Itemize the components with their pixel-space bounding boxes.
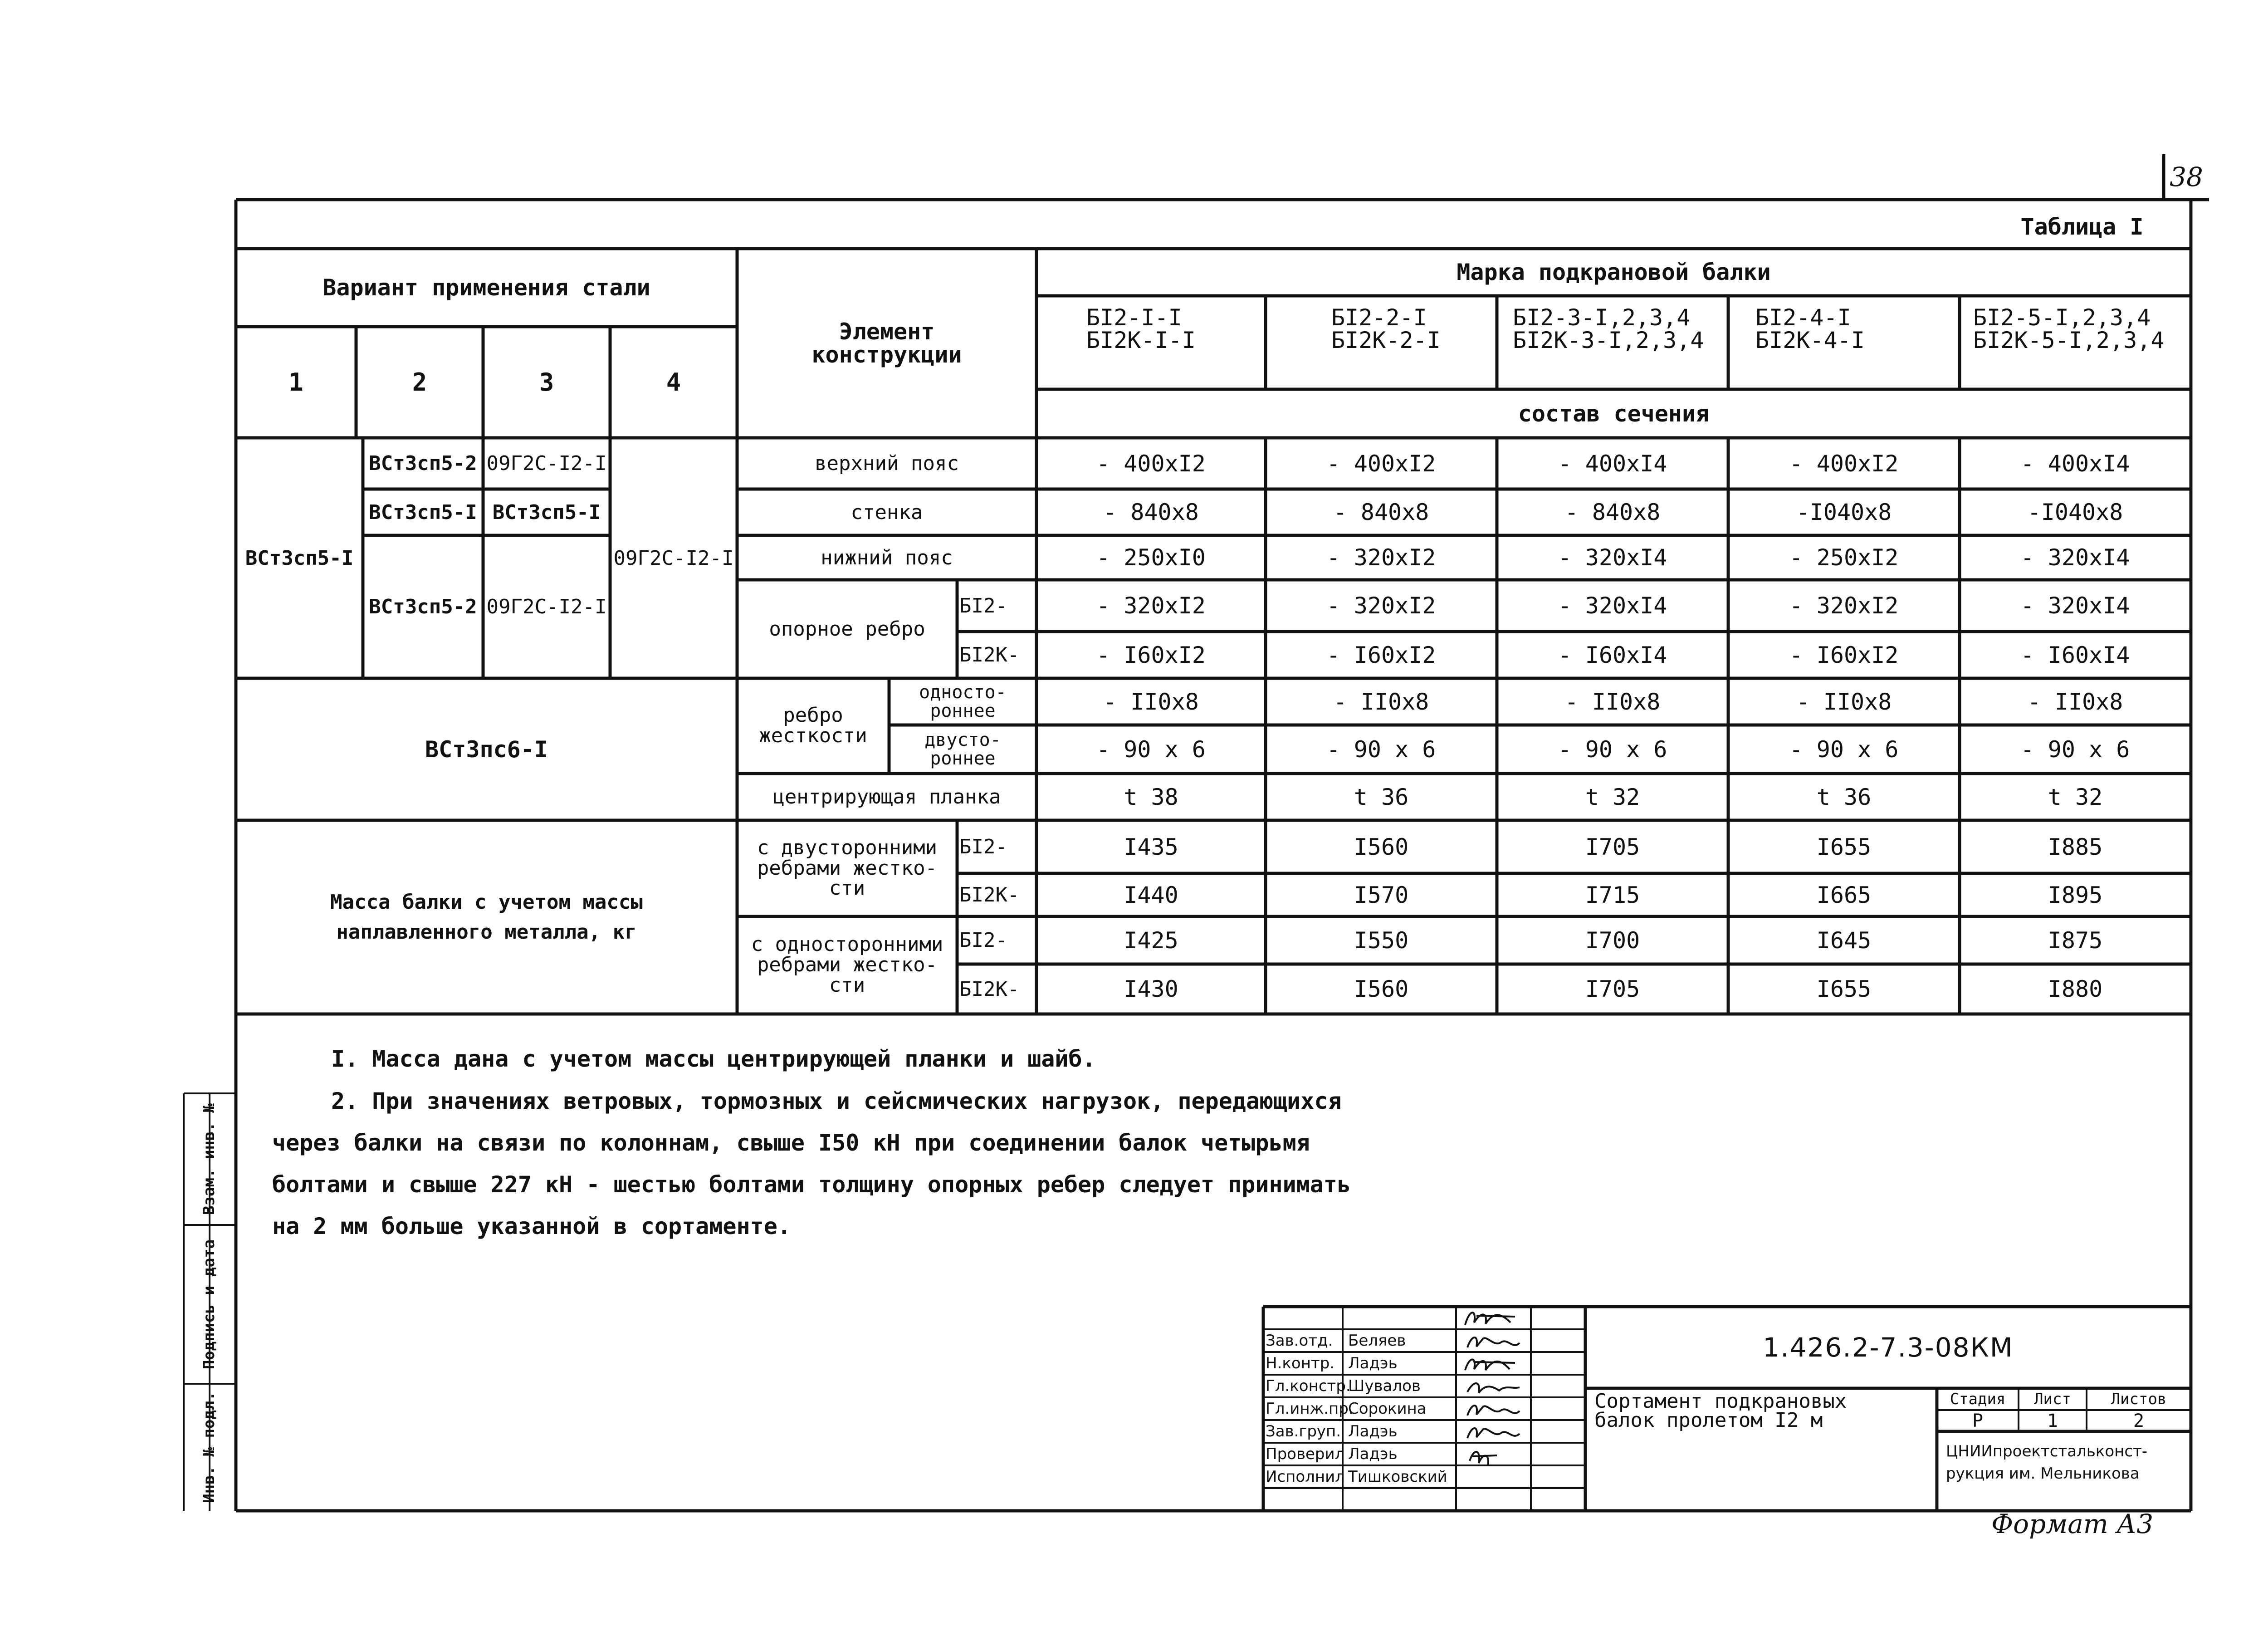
cell-mass-one-b12-4: I645 (1816, 927, 1872, 954)
cell-mass-one-b12k-5: I880 (2048, 976, 2103, 1002)
note-2-line-4: на 2 мм больше указанной в сортаменте. (272, 1213, 791, 1239)
cell-top-flange-1: - 400хI2 (1096, 450, 1206, 477)
cell-support-b12-3: - 320хI4 (1558, 593, 1667, 619)
cell-center-plate-2: t 36 (1354, 784, 1409, 810)
label-web: стенка (850, 500, 923, 524)
staff-name-1: Беляев (1348, 1332, 1406, 1350)
cell-center-plate-1: t 38 (1124, 784, 1178, 810)
cell-mass-two-b12-2: I560 (1354, 833, 1409, 860)
variant-number-4: 4 (666, 368, 681, 397)
note-1: I. Масса дана с учетом массы центрирующей планки и шайб. (331, 1046, 1096, 1072)
cell-support-b12k-5: - I60хI4 (2020, 642, 2130, 668)
variant-header: Вариант применения стали (323, 274, 650, 301)
cell-top-flange-4: - 400хI2 (1789, 450, 1899, 477)
mass-label: Масса балки с учетом массы наплавленного металла, кг (330, 890, 643, 944)
cell-top-flange-5: - 400хI4 (2020, 450, 2130, 477)
table-label: Таблица I (2020, 214, 2144, 240)
marka-header: Марка подкрановой балки (1457, 259, 1771, 285)
cell-web-5: -I040х8 (2027, 499, 2123, 525)
mark-col-5: БI2-5-I,2,3,4 БI2К-5-I,2,3,4 (1973, 304, 2165, 353)
staff-name-5: Ладэь (1348, 1422, 1398, 1440)
staff-role-2: Н.контр. (1266, 1354, 1335, 1372)
label-mass-two: с двусторонними ребрами жестко- сти (757, 836, 938, 900)
signatures (1456, 1307, 1531, 1511)
label-support-b12: БI2- (959, 594, 1007, 617)
label-mass-two-b12k: БI2К- (959, 883, 1020, 906)
rib-steel: ВСт3пс6-I (425, 736, 548, 763)
section-header: состав сечения (1518, 400, 1710, 427)
label-two-side: двусто- роннее (924, 729, 1001, 769)
staff-role-5: Зав.груп. (1266, 1422, 1341, 1440)
cell-mass-two-b12k-5: I895 (2048, 882, 2103, 908)
page-number: 38 (2170, 162, 2203, 192)
staff-role-1: Зав.отд. (1266, 1332, 1333, 1350)
mark-col-2: БI2-2-I БI2К-2-I (1331, 304, 1441, 353)
staff-role-6: Проверил (1266, 1445, 1345, 1463)
cell-mass-two-b12-4: I655 (1816, 833, 1872, 860)
steel-variant-2a: ВСт3сп5-2 (369, 452, 477, 475)
cell-web-2: - 840х8 (1333, 499, 1429, 525)
cell-support-b12k-3: - I60хI4 (1558, 642, 1667, 668)
cell-web-3: - 840х8 (1564, 499, 1661, 525)
steel-variant-2b: ВСт3сп5-I (369, 500, 477, 524)
staff-role-3: Гл.констр. (1266, 1377, 1351, 1395)
sheets-value: 2 (2133, 1410, 2145, 1431)
variant-number-2: 2 (412, 368, 427, 397)
cell-mass-two-b12k-2: I570 (1354, 882, 1409, 908)
cell-center-plate-4: t 36 (1816, 784, 1872, 810)
cell-center-plate-3: t 32 (1585, 784, 1640, 810)
steel-variant-3b: ВСт3сп5-I (492, 500, 601, 524)
cell-mass-two-b12k-4: I665 (1816, 882, 1872, 908)
format-label: Формат А3 (1991, 1509, 2154, 1539)
cell-rib-one-4: - II0х8 (1796, 688, 1892, 715)
cell-bottom-flange-4: - 250хI2 (1789, 544, 1899, 571)
steel-variant-1: ВСт3сп5-I (245, 546, 354, 570)
steel-variant-4: 09Г2С-I2-I (613, 546, 734, 570)
cell-rib-one-3: - II0х8 (1564, 688, 1661, 715)
cell-mass-one-b12-5: I875 (2048, 927, 2103, 954)
mark-col-3: БI2-3-I,2,3,4 БI2К-3-I,2,3,4 (1513, 304, 1704, 353)
cell-support-b12-1: - 320хI2 (1096, 593, 1206, 619)
note-2-line-2: через балки на связи по колоннам, свыше I50 кН при соединении балок четырьмя (272, 1130, 1310, 1156)
stamp-signature-date: Подпись и дата (200, 1239, 218, 1370)
cell-mass-one-b12k-2: I560 (1354, 976, 1409, 1002)
cell-mass-two-b12-1: I435 (1124, 833, 1178, 860)
mark-col-4: БI2-4-I БI2К-4-I (1755, 304, 1865, 353)
label-stiff-rib: ребро жесткости (759, 704, 867, 747)
cell-rib-two-1: - 90 х 6 (1096, 736, 1206, 763)
cell-mass-one-b12k-3: I705 (1585, 976, 1640, 1002)
label-mass-one-b12: БI2- (959, 929, 1007, 952)
cell-rib-two-3: - 90 х 6 (1558, 736, 1667, 763)
cell-support-b12-2: - 320хI2 (1326, 593, 1436, 619)
cell-bottom-flange-5: - 320хI4 (2020, 544, 2130, 571)
cell-top-flange-3: - 400хI4 (1558, 450, 1667, 477)
cell-rib-one-2: - II0х8 (1333, 688, 1429, 715)
cell-mass-two-b12k-1: I440 (1124, 882, 1178, 908)
stage-value: Р (1972, 1410, 1984, 1431)
steel-variant-3a: 09Г2С-I2-I (486, 452, 607, 475)
document-code: 1.426.2-7.3-08КМ (1763, 1332, 2014, 1363)
cell-mass-two-b12-5: I885 (2048, 833, 2103, 860)
steel-variant-2c: ВСт3сп5-2 (369, 595, 477, 618)
cell-support-b12-5: - 320хI4 (2020, 593, 2130, 619)
label-mass-one-b12k: БI2К- (959, 977, 1020, 1001)
cell-web-1: - 840х8 (1103, 499, 1199, 525)
staff-name-4: Сорокина (1348, 1400, 1427, 1418)
cell-rib-two-4: - 90 х 6 (1789, 736, 1899, 763)
document-title: Сортамент подкрановых балок пролетом I2 м (1594, 1390, 1847, 1432)
cell-mass-two-b12-3: I705 (1585, 833, 1640, 860)
cell-mass-one-b12-2: I550 (1354, 927, 1409, 954)
organization: ЦНИИпроектстальконст- рукция им. Мельникова (1946, 1442, 2148, 1483)
label-top-flange: верхний пояс (815, 452, 959, 475)
cell-support-b12-4: - 320хI2 (1789, 593, 1899, 619)
stage-label: Стадия (1950, 1390, 2006, 1408)
label-center-plate: центрирующая планка (772, 785, 1001, 808)
cell-rib-one-1: - II0х8 (1103, 688, 1199, 715)
cell-bottom-flange-1: - 250хI0 (1096, 544, 1206, 571)
note-2: 2. При значениях ветровых, тормозных и сейсмических нагрузок, передающихся (331, 1088, 1342, 1114)
staff-name-2: Ладэь (1348, 1354, 1398, 1372)
staff-name-7: Тишковский (1348, 1468, 1447, 1486)
cell-support-b12k-1: - I60хI2 (1096, 642, 1206, 668)
sheet-label: Лист (2034, 1390, 2071, 1408)
stamp-replace-inv: Взам. инв. № (200, 1103, 218, 1215)
cell-center-plate-5: t 32 (2048, 784, 2103, 810)
note-2-line-3: болтами и свыше 227 кН - шестью болтами толщину опорных ребер следует принимать (272, 1171, 1351, 1198)
label-mass-one: с односторонними ребрами жестко- сти (751, 933, 943, 997)
staff-role-7: Исполнил (1266, 1468, 1345, 1486)
cell-support-b12k-2: - I60хI2 (1326, 642, 1436, 668)
element-header: Элемент конструкции (811, 318, 962, 368)
staff-role-4: Гл.инж.пр. (1266, 1400, 1354, 1418)
cell-bottom-flange-2: - 320хI2 (1326, 544, 1436, 571)
cell-top-flange-2: - 400хI2 (1326, 450, 1436, 477)
stamp-original-inv: Инв. № подл. (200, 1391, 218, 1503)
cell-mass-one-b12k-4: I655 (1816, 976, 1872, 1002)
mark-col-1: БI2-I-I БI2К-I-I (1086, 304, 1196, 353)
sheets-label: Листов (2111, 1390, 2167, 1408)
label-one-side: односто- роннее (919, 681, 1007, 721)
cell-rib-two-5: - 90 х 6 (2020, 736, 2130, 763)
cell-mass-two-b12k-3: I715 (1585, 882, 1640, 908)
cell-mass-one-b12k-1: I430 (1124, 976, 1178, 1002)
label-support-b12k: БI2К- (959, 643, 1020, 666)
staff-name-6: Ладэь (1348, 1445, 1398, 1463)
cell-mass-one-b12-3: I700 (1585, 927, 1640, 954)
cell-web-4: -I040х8 (1796, 499, 1892, 525)
variant-number-3: 3 (539, 368, 554, 397)
cell-bottom-flange-3: - 320хI4 (1558, 544, 1667, 571)
label-bottom-flange: нижний пояс (821, 546, 953, 569)
variant-number-1: 1 (288, 368, 303, 397)
label-mass-two-b12: БI2- (959, 835, 1007, 858)
cell-mass-one-b12-1: I425 (1124, 927, 1178, 954)
cell-rib-two-2: - 90 х 6 (1326, 736, 1436, 763)
steel-variant-3c: 09Г2С-I2-I (486, 595, 607, 618)
cell-support-b12k-4: - I60хI2 (1789, 642, 1899, 668)
cell-rib-one-5: - II0х8 (2027, 688, 2123, 715)
label-support-rib: опорное ребро (769, 617, 925, 641)
staff-name-3: Шувалов (1348, 1377, 1421, 1395)
sheet-value: 1 (2047, 1410, 2058, 1431)
